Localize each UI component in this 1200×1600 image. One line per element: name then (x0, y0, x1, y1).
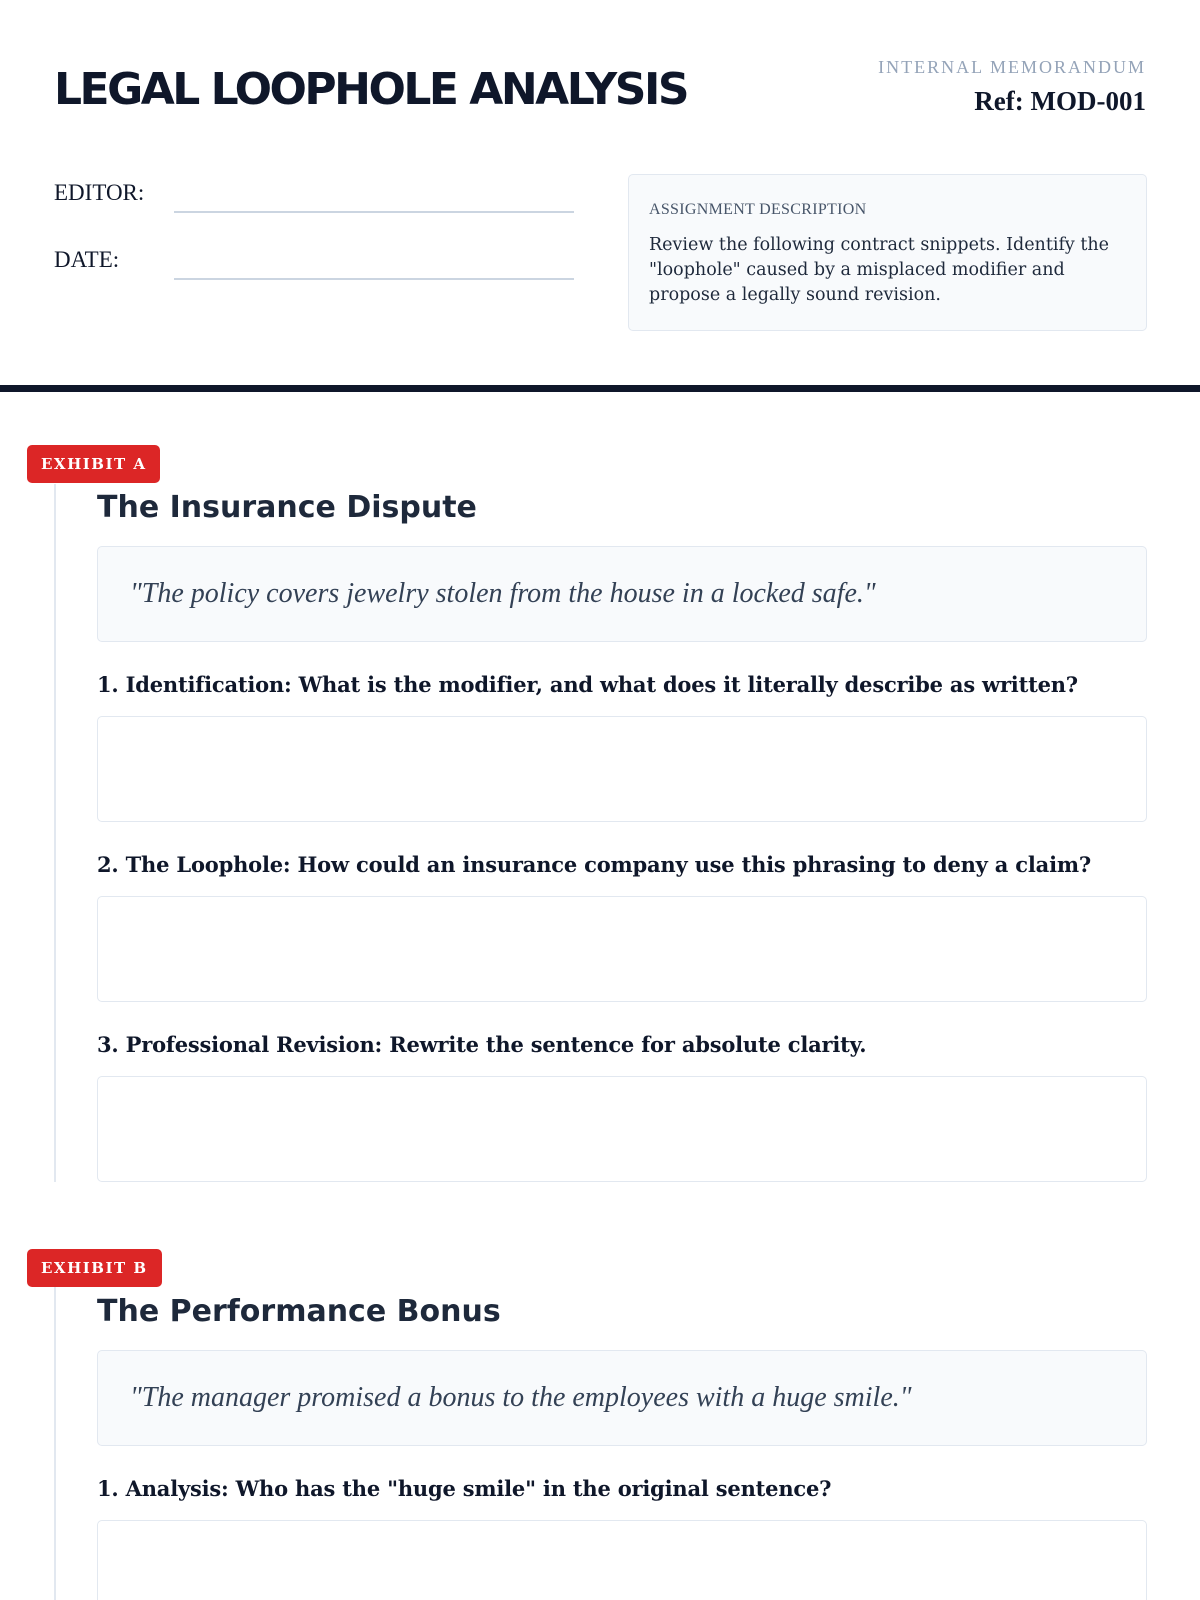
memo-header (0, 0, 1200, 390)
exhibit-b-title: The Performance Bonus (97, 1294, 501, 1329)
header-divider (0, 385, 1200, 392)
assignment-description-box (628, 174, 1147, 331)
exhibit-b-badge: EXHIBIT B (27, 1249, 162, 1287)
exhibit-a-question-1: 1. Identification: What is the modifier, and what does it literally describe as written? (97, 672, 1078, 697)
assignment-text: Review the following contract snippets. Identify the "loophole" caused by a misplaced modifier and propose a legally sound revision. (649, 235, 1110, 305)
date-label: DATE: (54, 247, 120, 272)
exhibit-b-quote: "The manager promised a bonus to the employees with a huge smile." (130, 1382, 912, 1413)
editor-field[interactable] (174, 211, 574, 213)
exhibit-a-quote-box (97, 546, 1147, 642)
exhibit-a-rule (54, 484, 56, 1182)
exhibit-b-answer-1[interactable] (97, 1520, 1147, 1600)
date-field[interactable] (174, 278, 574, 280)
exhibit-b-quote-box (97, 1350, 1147, 1446)
exhibit-a-question-2: 2. The Loophole: How could an insurance company use this phrasing to deny a claim? (97, 852, 1091, 877)
reference-number: Ref: MOD-001 (974, 86, 1146, 116)
exhibit-a-quote: "The policy covers jewelry stolen from the house in a locked safe." (130, 578, 876, 609)
exhibit-a-question-3: 3. Professional Revision: Rewrite the sentence for absolute clarity. (97, 1032, 867, 1057)
exhibit-a-answer-2[interactable] (97, 896, 1147, 1002)
exhibit-b-question-1: 1. Analysis: Who has the "huge smile" in the original sentence? (97, 1476, 832, 1501)
exhibit-a-badge: EXHIBIT A (27, 445, 160, 483)
assignment-heading: ASSIGNMENT DESCRIPTION (649, 201, 867, 218)
exhibit-b-rule (54, 1287, 56, 1600)
editor-label: EDITOR: (54, 180, 145, 205)
page-title: LEGAL LOOPHOLE ANALYSIS (54, 64, 688, 115)
exhibit-a-answer-3[interactable] (97, 1076, 1147, 1182)
memo-type-label: INTERNAL MEMORANDUM (878, 57, 1146, 77)
exhibit-a-title: The Insurance Dispute (97, 490, 477, 525)
exhibit-a-answer-1[interactable] (97, 716, 1147, 822)
